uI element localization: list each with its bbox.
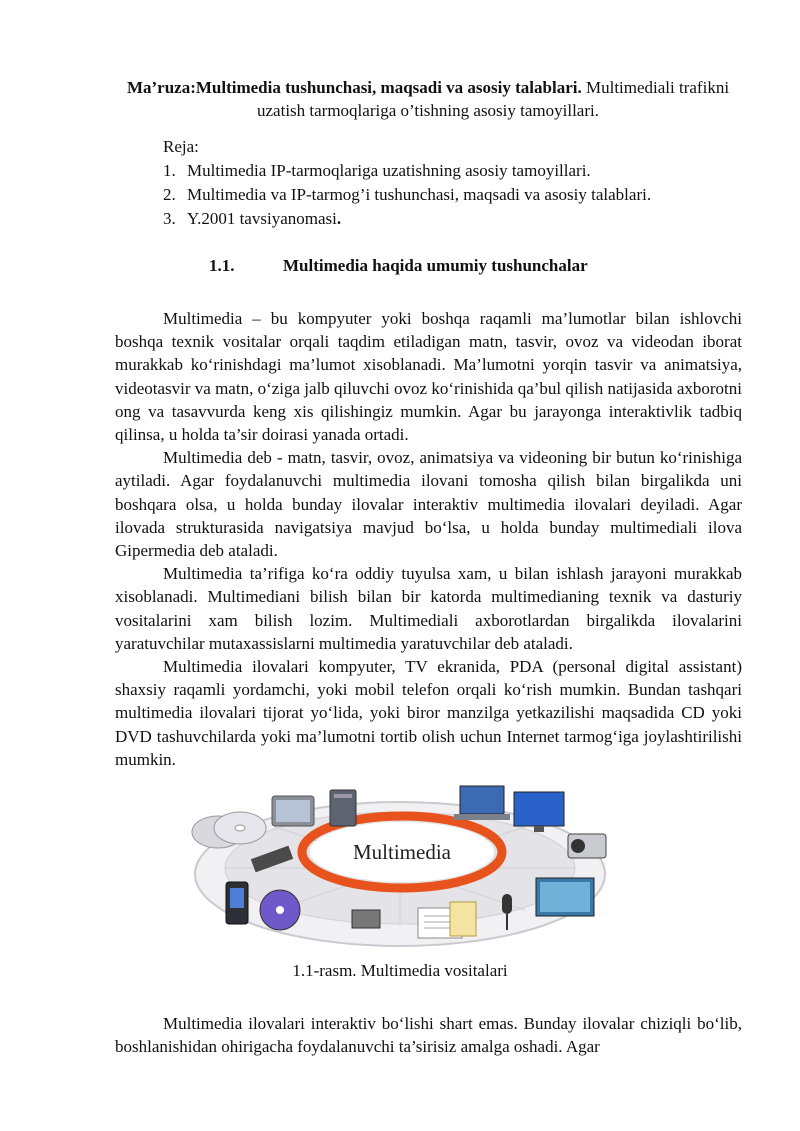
folder-icon <box>450 902 476 936</box>
plan-item <box>163 207 651 231</box>
plan-item-number: 2. <box>163 185 176 204</box>
body-text <box>115 307 742 771</box>
lecture-title-rest: Multimediali trafikni uzatish tarmoqlariga o’tishning asosiy tamoyillari. <box>257 78 730 120</box>
figure-center-label: Multimedia <box>353 840 451 864</box>
laptop-icon <box>454 786 510 820</box>
hardware-icon <box>272 796 314 826</box>
paragraph: Multimedia – bu kompyuter yoki boshqa raqamli ma’lumotlar bilan ishlovchi boshqa texnik vositalar orqali taqdim etiladigan matn, tasvir, ovoz va videodan iborat murakkab ko‘rinishdagi ma’lumot xisoblanadi. Ma’lumotni yorqin tasvir va animatsiya, videotasvir va matn, o‘ziga jalb qiluvchi ovoz ko‘rinishida qa’bul qilish natijasida axborotni ong va tasavvurda keng xis qilishingiz mumkin. Agar bu jarayonga interaktivlik tadbiq qilinsa, u holda ta’sir doirasi yanada ortadi. <box>115 309 742 445</box>
plan-item-number: 3. <box>163 209 176 228</box>
monitor-icon <box>514 792 564 832</box>
closing-text <box>115 1012 742 1058</box>
plan-item <box>163 159 651 183</box>
lecture-title <box>110 76 746 122</box>
plan-heading: Reja: <box>163 137 199 156</box>
section-title: Multimedia haqida umumiy tushunchalar <box>283 256 588 275</box>
plan-item-text: Y.2001 tavsiyanomasi <box>187 209 337 228</box>
multimedia-figure <box>180 782 620 952</box>
paragraph: Multimedia ta’rifiga ko‘ra oddiy tuyulsa xam, u bilan ishlash jarayoni murakkab xisoblanadi. Multimediani bilish bilan bir katorda multimedianing texnik va dasturiy vositalarini xam bilish lozim. Multimediali axborotlardan birgalikda ilovalarini yaratuvchilar mutaxassislarni multimedia yaratuvchilar deb ataladi. <box>115 564 742 653</box>
phone-icon <box>226 882 248 924</box>
plan-item-text: Multimedia IP-tarmoqlariga uzatishning asosiy tamoyillari. <box>187 161 591 180</box>
paragraph: Multimedia ilovalari kompyuter, TV ekranida, PDA (personal digital assistant) shaxsiy raqamli yordamchi, yoki mobil telefon orqali ko‘rish mumkin. Bundan tashqari multimedia ilovalari tijorat yo‘lida, yoki biror manzilga yetkazilishi maqsadida CD yoki DVD tashuvchilarda yoki ma’lumotni tortib olish uchun Internet tarmog‘iga joylashtirilishi mumkin. <box>115 657 742 769</box>
plan-item-number: 1. <box>163 161 176 180</box>
tv-icon <box>536 878 594 916</box>
paragraph: Multimedia deb - matn, tasvir, ovoz, animatsiya va videoning bir butun ko‘rinishiga aytiladi. Agar foydalanuvchi multimedia ilovani tomosha qilish bilan birgalikda uni boshqara olsa, u holda bunday ilovalar interaktiv multimedia ilovalari deyiladi. Agar ilovada strukturasida navigatsiya mavjud bo‘lsa, u holda bunday multimediali ilova Gipermedia deb ataladi. <box>115 448 742 561</box>
plan-item-text: Multimedia va IP-tarmog’i tushunchasi, maqsadi va asosiy talablari. <box>187 185 652 204</box>
plan-item-period: . <box>336 209 342 228</box>
tower-pc-icon <box>330 790 356 826</box>
film-icon <box>352 910 380 928</box>
lecture-title-bold: Ma’ruza:Multimedia tushunchasi, maqsadi va asosiy talablari. <box>126 78 582 97</box>
plan-item <box>163 183 651 207</box>
camera-icon <box>568 834 606 858</box>
media-disc-icon <box>260 890 300 930</box>
paragraph: Multimedia ilovalari interaktiv bo‘lishi shart emas. Bunday ilovalar chiziqli bo‘lib, boshlanishidan ohirigacha foydalanuvchi ta’sirisiz amalga oshadi. Agar <box>115 1014 742 1057</box>
section-number: 1.1. <box>209 256 235 275</box>
plan-list <box>163 159 651 231</box>
figure-caption: 1.1-rasm. Multimedia vositalari <box>292 961 508 980</box>
section-heading <box>209 256 588 276</box>
